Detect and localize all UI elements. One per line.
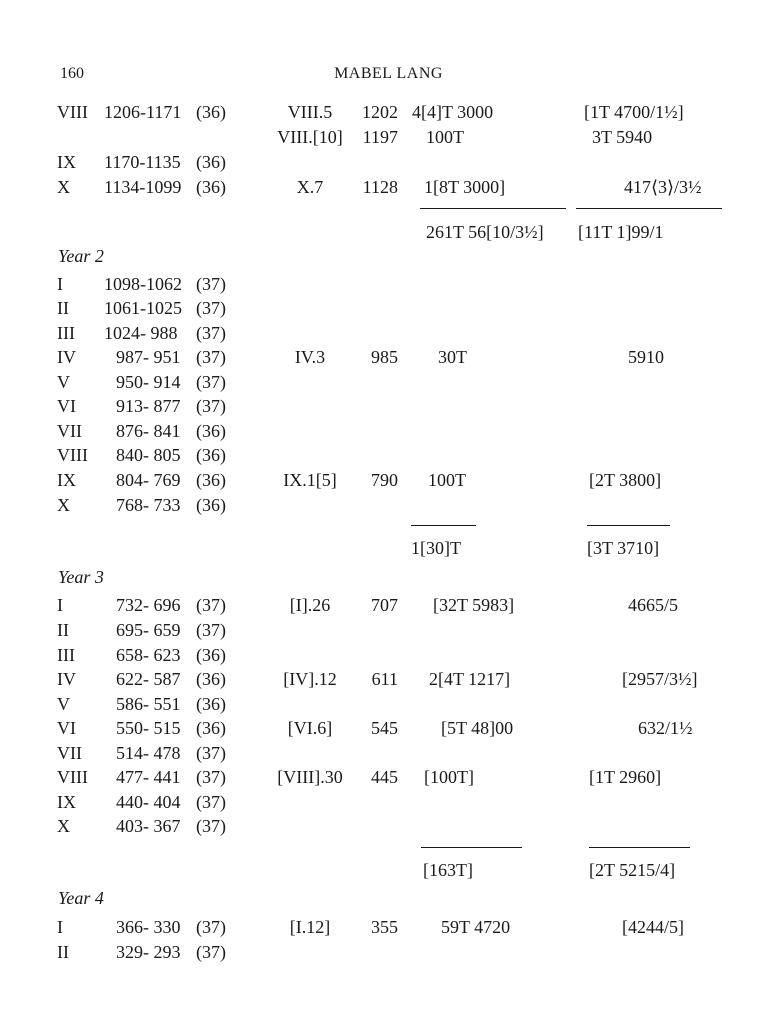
- amount-a-cell: 59T 4720: [441, 917, 511, 937]
- day-range-cell: 550- 515: [116, 718, 181, 738]
- day-range-cell: 1061-1025: [104, 298, 182, 318]
- table-row: [0, 370, 777, 394]
- month-cell: IV: [57, 347, 76, 367]
- total-b: [2T 5215/4]: [589, 860, 676, 880]
- running-title: MABEL LANG: [334, 65, 443, 82]
- day-range-cell: 440- 404: [116, 792, 181, 812]
- prytany-cell: VIII.5: [287, 102, 333, 122]
- month-cell: V: [57, 372, 70, 392]
- day-range-cell: 1098-1062: [104, 274, 182, 294]
- day-count-cell: (36): [196, 470, 226, 490]
- total-row: [0, 536, 777, 560]
- day-range-cell: 1170-1135: [104, 152, 181, 172]
- amount-b-cell: 4665/5: [628, 595, 679, 615]
- month-cell: III: [57, 323, 75, 343]
- month-cell: VIII: [57, 767, 88, 787]
- month-cell: X: [57, 495, 70, 515]
- day-count-cell: (36): [196, 102, 226, 122]
- table-row: [0, 765, 777, 789]
- amount-b-cell: [4244/5]: [622, 917, 684, 937]
- line-cell: 1202: [362, 102, 398, 122]
- month-cell: VI: [57, 718, 76, 738]
- day-range-cell: 586- 551: [116, 694, 181, 714]
- year-3-heading: Year 3: [58, 567, 104, 587]
- day-count-cell: (37): [196, 347, 226, 367]
- day-count-cell: (36): [196, 421, 226, 441]
- day-count-cell: (37): [196, 298, 226, 318]
- amount-a-cell: [32T 5983]: [433, 595, 515, 615]
- table-row: [0, 814, 777, 838]
- total-b: [3T 3710]: [587, 538, 660, 558]
- total-row: [0, 858, 777, 882]
- table-row: [0, 741, 777, 765]
- day-count-cell: (37): [196, 620, 226, 640]
- amount-b-cell: [1T 4700/1½]: [584, 102, 684, 122]
- day-range-cell: 732- 696: [116, 595, 181, 615]
- day-count-cell: (37): [196, 396, 226, 416]
- page-number: 160: [60, 65, 84, 82]
- table-row: [0, 100, 777, 124]
- table-row: [0, 272, 777, 296]
- day-count-cell: (36): [196, 177, 226, 197]
- month-cell: VII: [57, 743, 82, 763]
- prytany-cell: IX.1[5]: [283, 470, 337, 490]
- amount-b-cell: [1T 2960]: [589, 767, 662, 787]
- day-range-cell: 622- 587: [116, 669, 181, 689]
- month-cell: IX: [57, 792, 76, 812]
- day-count-cell: (37): [196, 323, 226, 343]
- amount-a-cell: 100T: [428, 470, 466, 490]
- table-row: [0, 321, 777, 345]
- prytany-cell: X.7: [296, 177, 324, 197]
- day-range-cell: 804- 769: [116, 470, 181, 490]
- day-count-cell: (37): [196, 372, 226, 392]
- total-b: [11T 1]99/1: [578, 222, 664, 242]
- table-row: [0, 296, 777, 320]
- total-rule-b: [587, 525, 670, 526]
- amount-b-cell: 632/1½: [638, 718, 693, 738]
- year-2-heading: Year 2: [58, 246, 104, 266]
- month-cell: I: [57, 274, 63, 294]
- day-range-cell: 366- 330: [116, 917, 181, 937]
- amount-a-cell: 30T: [438, 347, 467, 367]
- prytany-cell: [VI.6]: [287, 718, 333, 738]
- amount-b-cell: [2957/3½]: [622, 669, 698, 689]
- day-range-cell: 987- 951: [116, 347, 181, 367]
- day-count-cell: (37): [196, 942, 226, 962]
- table-row: [0, 692, 777, 716]
- table-row: [0, 716, 777, 740]
- month-cell: VI: [57, 396, 76, 416]
- prytany-cell: [VIII].30: [277, 767, 343, 787]
- table-row: [0, 618, 777, 642]
- month-cell: VII: [57, 421, 82, 441]
- table-row: [0, 940, 777, 964]
- amount-a-cell: [100T]: [424, 767, 474, 787]
- table-row: [0, 468, 777, 492]
- line-cell: 545: [371, 718, 398, 738]
- day-range-cell: 329- 293: [116, 942, 181, 962]
- day-count-cell: (37): [196, 816, 226, 836]
- prytany-cell: [I.12]: [289, 917, 331, 937]
- total-a: 1[30]T: [411, 538, 461, 558]
- day-range-cell: 695- 659: [116, 620, 181, 640]
- table-row: [0, 593, 777, 617]
- amount-b-cell: 417⟨3⟩/3½: [624, 177, 702, 197]
- day-range-cell: 950- 914: [116, 372, 181, 392]
- total-rule-b: [589, 847, 690, 848]
- line-cell: 1197: [362, 127, 398, 147]
- total-rule-a: [420, 208, 566, 209]
- amount-a-cell: 100T: [426, 127, 464, 147]
- line-cell: 790: [371, 470, 398, 490]
- day-count-cell: (36): [196, 694, 226, 714]
- day-range-cell: 403- 367: [116, 816, 181, 836]
- total-a: 261T 56[10/3½]: [426, 222, 544, 242]
- table-row: [0, 643, 777, 667]
- month-cell: IX: [57, 152, 76, 172]
- amount-a-cell: 1[8T 3000]: [424, 177, 506, 197]
- day-count-cell: (37): [196, 274, 226, 294]
- month-cell: X: [57, 816, 70, 836]
- day-count-cell: (37): [196, 917, 226, 937]
- day-range-cell: 768- 733: [116, 495, 181, 515]
- month-cell: V: [57, 694, 70, 714]
- table-row: [0, 150, 777, 174]
- amount-a-cell: 4[4]T 3000: [412, 102, 494, 122]
- amount-b-cell: 5910: [628, 347, 664, 367]
- line-cell: 355: [371, 917, 398, 937]
- line-cell: 445: [371, 767, 398, 787]
- table-row: [0, 915, 777, 939]
- day-range-cell: 1024- 988: [104, 323, 178, 343]
- day-range-cell: 1206-1171: [104, 102, 182, 122]
- day-range-cell: 1134-1099: [104, 177, 182, 197]
- prytany-cell: IV.3: [294, 347, 326, 367]
- table-row: [0, 394, 777, 418]
- day-range-cell: 876- 841: [116, 421, 181, 441]
- prytany-cell: [I].26: [289, 595, 331, 615]
- amount-a-cell: 2[4T 1217]: [429, 669, 511, 689]
- day-range-cell: 658- 623: [116, 645, 181, 665]
- day-range-cell: 840- 805: [116, 445, 181, 465]
- table-row: [0, 443, 777, 467]
- amount-b-cell: 3T 5940: [592, 127, 653, 147]
- day-count-cell: (36): [196, 495, 226, 515]
- prytany-cell: [IV].12: [283, 669, 337, 689]
- day-count-cell: (37): [196, 595, 226, 615]
- month-cell: IV: [57, 669, 76, 689]
- day-count-cell: (36): [196, 645, 226, 665]
- month-cell: VIII: [57, 102, 88, 122]
- total-a: [163T]: [423, 860, 473, 880]
- table-row: [0, 345, 777, 369]
- total-rule-a: [421, 847, 522, 848]
- day-range-cell: 477- 441: [116, 767, 181, 787]
- day-count-cell: (36): [196, 445, 226, 465]
- month-cell: II: [57, 620, 69, 640]
- line-cell: 985: [371, 347, 398, 367]
- day-range-cell: 514- 478: [116, 743, 181, 763]
- day-count-cell: (37): [196, 767, 226, 787]
- day-count-cell: (36): [196, 718, 226, 738]
- day-range-cell: 913- 877: [116, 396, 181, 416]
- total-rule-b: [576, 208, 722, 209]
- table-row: [0, 493, 777, 517]
- month-cell: II: [57, 942, 69, 962]
- day-count-cell: (36): [196, 152, 226, 172]
- year-4-heading: Year 4: [58, 888, 104, 908]
- month-cell: III: [57, 645, 75, 665]
- line-cell: 611: [371, 669, 398, 689]
- amount-b-cell: [2T 3800]: [589, 470, 662, 490]
- day-count-cell: (37): [196, 792, 226, 812]
- month-cell: I: [57, 917, 63, 937]
- prytany-cell: VIII.[10]: [277, 127, 343, 147]
- table-row: [0, 175, 777, 199]
- total-row: [0, 220, 777, 244]
- line-cell: 1128: [362, 177, 398, 197]
- table-row: [0, 790, 777, 814]
- month-cell: I: [57, 595, 63, 615]
- total-rule-a: [411, 525, 476, 526]
- month-cell: II: [57, 298, 69, 318]
- table-row: [0, 667, 777, 691]
- month-cell: IX: [57, 470, 76, 490]
- table-row: [0, 125, 777, 149]
- amount-a-cell: [5T 48]00: [441, 718, 514, 738]
- day-count-cell: (37): [196, 743, 226, 763]
- line-cell: 707: [371, 595, 398, 615]
- month-cell: VIII: [57, 445, 88, 465]
- table-row: [0, 419, 777, 443]
- month-cell: X: [57, 177, 70, 197]
- day-count-cell: (36): [196, 669, 226, 689]
